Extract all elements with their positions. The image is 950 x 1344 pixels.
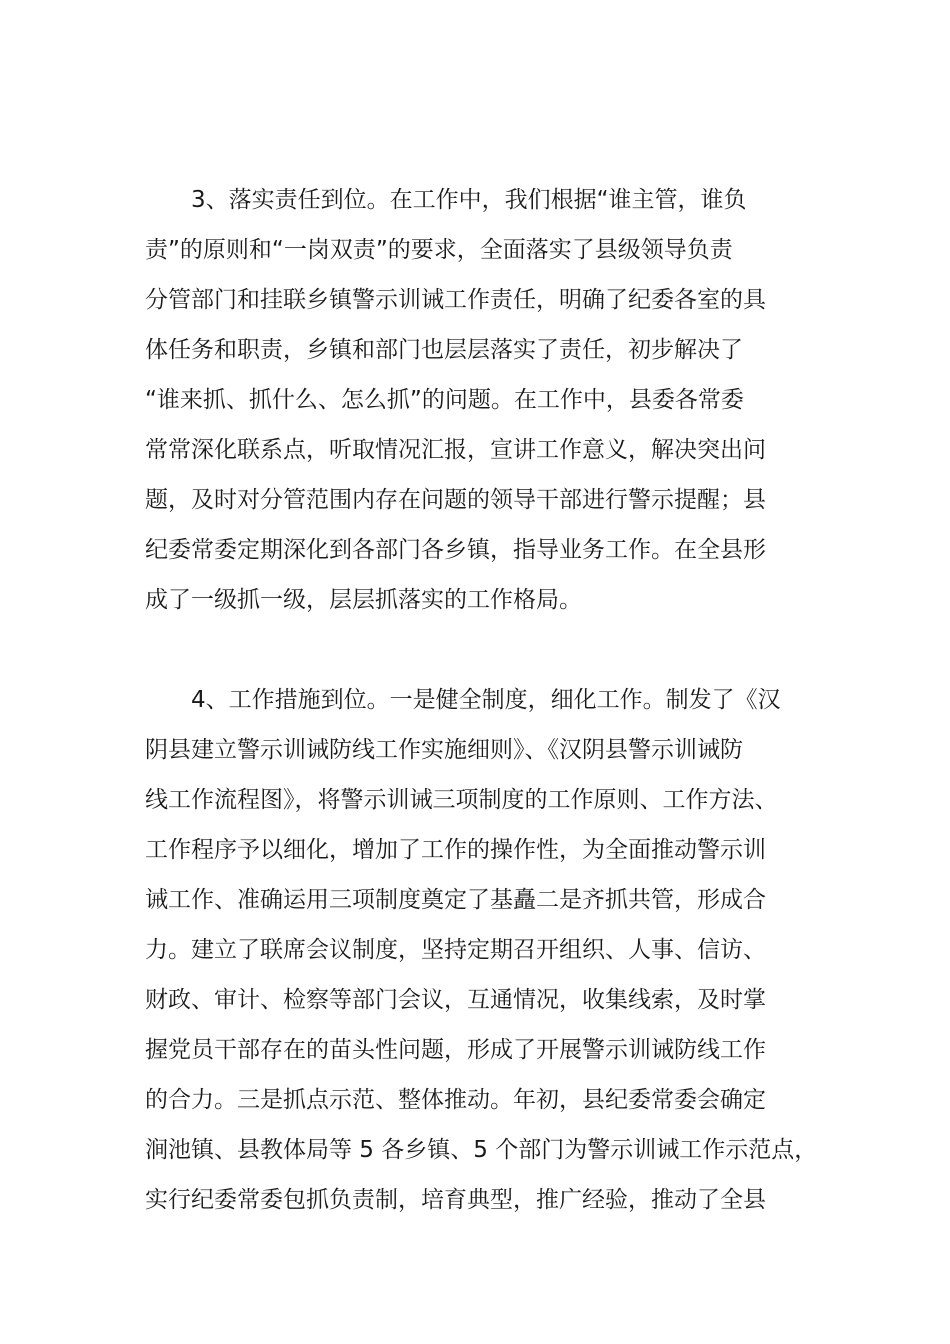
paragraph-line: 3、落实责任到位。在工作中，我们根据“谁主管，谁负 xyxy=(191,187,747,213)
paragraph-line: 诫工作、准确运用三项制度奠定了基矗二是齐抓共管，形成合 xyxy=(145,887,766,913)
paragraph-line: 实行纪委常委包抓负责制，培育典型，推广经验，推动了全县 xyxy=(145,1187,766,1213)
paragraph-line: 线工作流程图》，将警示训诫三项制度的工作原则、工作方法、 xyxy=(145,787,778,813)
paragraph-line: 体任务和职责，乡镇和部门也层层落实了责任，初步解决了 xyxy=(145,337,743,363)
paragraph-line: 常常深化联系点，听取情况汇报，宣讲工作意义，解决突出问 xyxy=(145,437,766,463)
paragraph-line: 握党员干部存在的苗头性问题，形成了开展警示训诫防线工作 xyxy=(145,1037,766,1063)
paragraph-line: 财政、审计、检察等部门会议，互通情况，收集线索，及时掌 xyxy=(145,987,766,1013)
paragraph-line: 成了一级抓一级，层层抓落实的工作格局。 xyxy=(145,587,582,613)
paragraph-line: 题，及时对分管范围内存在问题的领导干部进行警示提醒；县 xyxy=(145,487,766,513)
paragraph-line: “谁来抓、抓什么、怎么抓”的问题。在工作中，县委各常委 xyxy=(145,387,744,413)
paragraph-line: 力。建立了联席会议制度，坚持定期召开组织、人事、信访、 xyxy=(145,937,766,963)
paragraph-line: 分管部门和挂联乡镇警示训诫工作责任，明确了纪委各室的具 xyxy=(145,287,766,313)
paragraph-line: 的合力。三是抓点示范、整体推动。年初，县纪委常委会确定 xyxy=(145,1087,766,1113)
paragraph-line: 阴县建立警示训诫防线工作实施细则》、《汉阴县警示训诫防 xyxy=(145,737,743,763)
paragraph-line: 工作程序予以细化，增加了工作的操作性，为全面推动警示训 xyxy=(145,837,766,863)
paragraph-line: 涧池镇、县教体局等 5 各乡镇、5 个部门为警示训诫工作示范点， xyxy=(145,1137,818,1163)
paragraph-line: 4、工作措施到位。一是健全制度，细化工作。制发了《汉 xyxy=(191,687,781,713)
paragraph-line: 纪委常委定期深化到各部门各乡镇，指导业务工作。在全县形 xyxy=(145,537,766,563)
paragraph-line: 责”的原则和“一岗双责”的要求，全面落实了县级领导负责 xyxy=(145,237,733,263)
